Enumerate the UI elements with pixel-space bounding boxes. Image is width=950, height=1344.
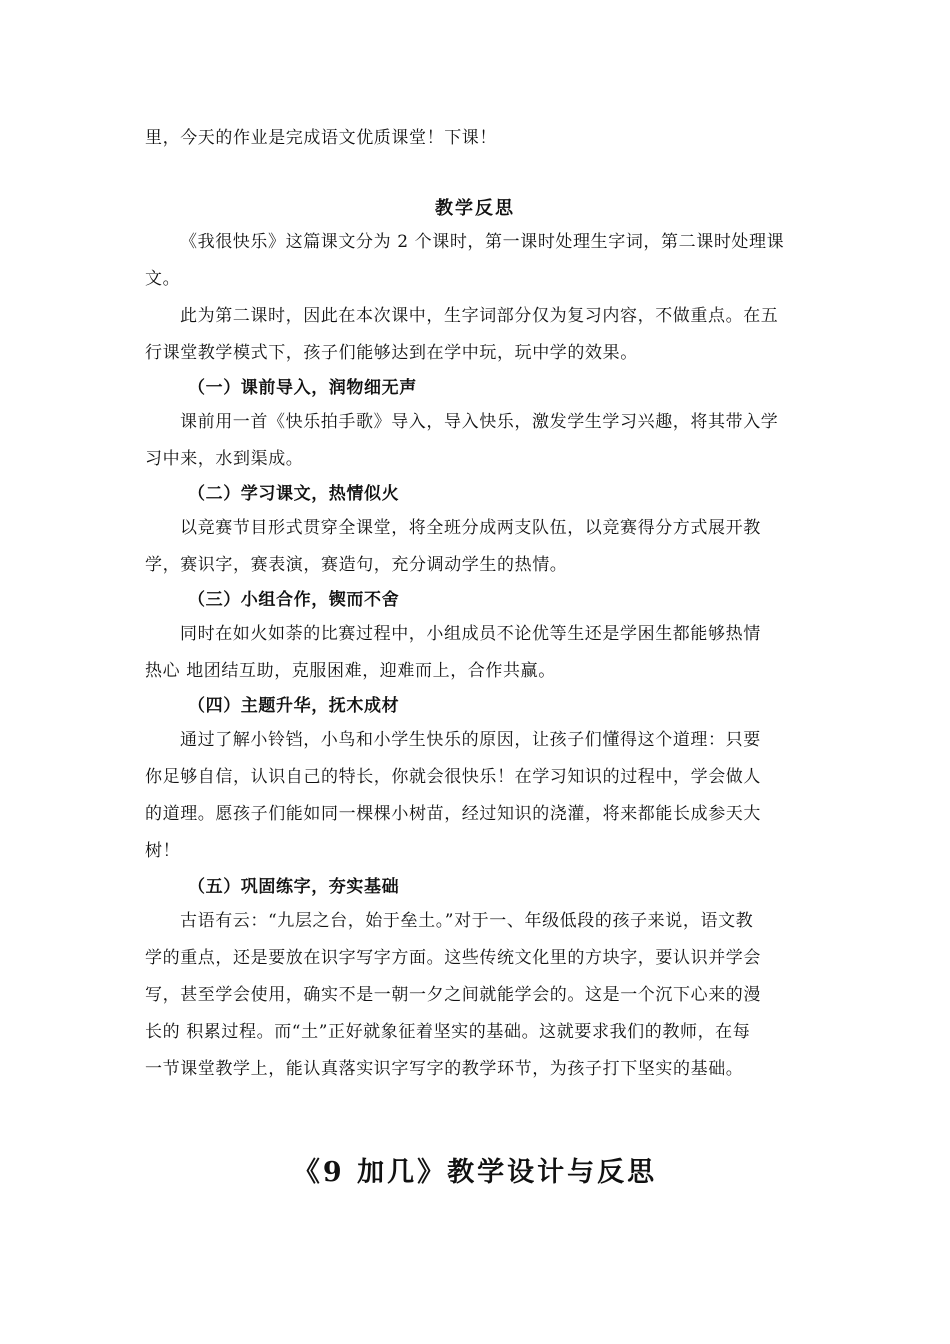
intro-paragraph-1-line-2: 文。 <box>145 269 181 289</box>
section-3-line-2: 热心 地团结互助，克服困难，迎难而上，合作共赢。 <box>145 661 556 681</box>
section-5-line-2: 学的重点，还是要放在识字写字方面。这些传统文化里的方块字，要认识并学会 <box>145 948 761 968</box>
section-5-heading: （五）巩固练字，夯实基础 <box>188 877 400 897</box>
next-document-title: 《9 加几》教学设计与反思 <box>292 1157 658 1188</box>
section-4-line-3: 的道理。愿孩子们能如同一棵棵小树苗，经过知识的浇灌，将来都能长成参天大 <box>145 804 761 824</box>
section-4-line-2: 你足够自信，认识自己的特长，你就会很快乐！在学习知识的过程中，学会做人 <box>145 767 761 787</box>
section-1-heading: （一）课前导入，润物细无声 <box>188 378 417 398</box>
section-5-line-3: 写，甚至学会使用，确实不是一朝一夕之间就能学会的。这是一个沉下心来的漫 <box>145 985 761 1005</box>
section-4-line-1: 通过了解小铃铛，小鸟和小学生快乐的原因，让孩子们懂得这个道理：只要 <box>180 730 761 750</box>
reflection-title: 教学反思 <box>435 198 515 219</box>
section-4-heading: （四）主题升华，抚木成材 <box>188 696 400 716</box>
section-1-line-2: 习中来，水到渠成。 <box>145 449 304 469</box>
section-5-line-4: 长的 积累过程。而“土”正好就象征着坚实的基础。这就要求我们的教师，在每 <box>145 1022 751 1042</box>
section-5-line-5: 一节课堂教学上，能认真落实识字写字的教学环节，为孩子打下坚实的基础。 <box>145 1059 744 1079</box>
continuation-text: 里，今天的作业是完成语文优质课堂！下课！ <box>145 128 497 148</box>
intro-paragraph-2-line-2: 行课堂教学模式下，孩子们能够达到在学中玩，玩中学的效果。 <box>145 343 638 363</box>
intro-paragraph-2-line-1: 此为第二课时，因此在本次课中，生字词部分仅为复习内容，不做重点。在五 <box>180 306 779 326</box>
section-4-line-4: 树！ <box>145 841 181 861</box>
section-2-heading: （二）学习课文，热情似火 <box>188 484 400 504</box>
section-2-line-2: 学，赛识字，赛表演，赛造句，充分调动学生的热情。 <box>145 555 568 575</box>
section-1-line-1: 课前用一首《快乐拍手歌》导入，导入快乐，激发学生学习兴趣，将其带入学 <box>180 412 779 432</box>
section-5-line-1: 古语有云：“九层之台，始于垒土。”对于一、年级低段的孩子来说，语文教 <box>180 911 754 931</box>
section-3-line-1: 同时在如火如荼的比赛过程中，小组成员不论优等生还是学困生都能够热情 <box>180 624 761 644</box>
section-3-heading: （三）小组合作，锲而不舍 <box>188 590 400 610</box>
intro-paragraph-1-line-1: 《我很快乐》这篇课文分为 2 个课时，第一课时处理生字词，第二课时处理课 <box>180 232 785 252</box>
section-2-line-1: 以竞赛节目形式贯穿全课堂，将全班分成两支队伍，以竞赛得分方式展开教 <box>180 518 761 538</box>
